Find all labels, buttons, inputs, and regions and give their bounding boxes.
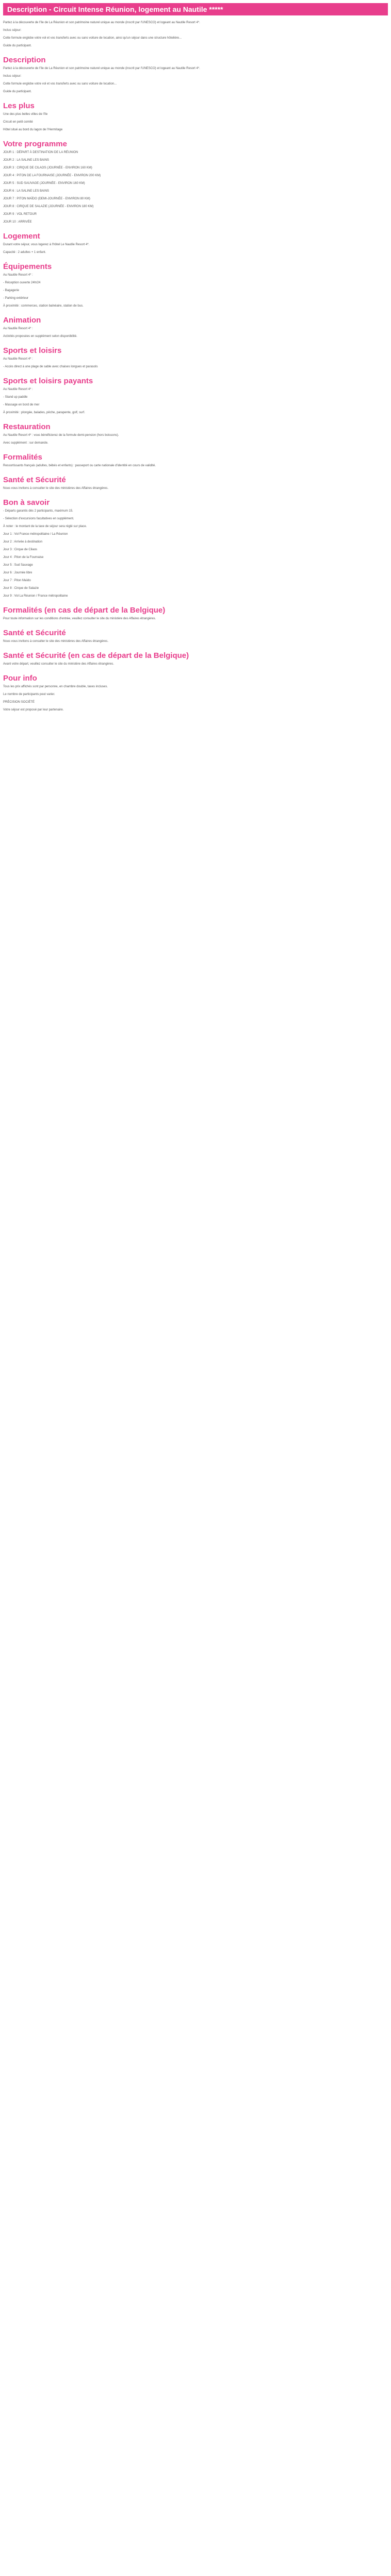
section-paragraph: - Bagagerie [3, 289, 20, 292]
section-paragraph: JOUR 3 : CIRQUE DE CILAOS (JOURNÉE - ENVIRON 160 KM) [3, 166, 92, 170]
section-paragraph: Guide du participant. [3, 90, 32, 93]
section-paragraph: JOUR 2 : LA SALINE LES BAINS [3, 159, 50, 162]
intro-text: Inclus séjour: [3, 29, 22, 32]
section-paragraph: Durant votre séjour, vous logerez à l'hôtel Le Nautile Resort 4*. [3, 243, 90, 246]
section-title: Sports et loisirs [3, 346, 62, 355]
section-paragraph: - Parking extérieur [3, 297, 29, 300]
section-title: Animation [3, 316, 41, 325]
section-paragraph: Jour 5 : Sud Sauvage [3, 564, 33, 567]
section-paragraph: - Stand up paddle [3, 396, 28, 399]
intro-text: Cette formule englobe votre vol et vos transferts avec ou sans voiture de location, ainsi qu'un séjour dans une structure hôtelière... [3, 37, 182, 40]
section-paragraph: Ressortissants français (adultes, bébés et enfants) : passeport ou carte nationale d'identité en cours de validité. [3, 464, 156, 467]
section-title: Équipements [3, 262, 52, 271]
section-paragraph: Jour 4 : Piton de la Fournaise [3, 556, 44, 559]
section-paragraph: À proximité : commerces, station balnéaire, station de bus. [3, 304, 84, 308]
section-title: Logement [3, 232, 40, 241]
section-title: Formalités (en cas de départ de la Belgique) [3, 606, 166, 615]
section-paragraph: Tous les prix affichés sont par personne, en chambre double, taxes incluses. [3, 685, 108, 688]
section-title: Les plus [3, 101, 35, 110]
section-paragraph: Circuit en petit comité [3, 121, 33, 124]
section-paragraph: Jour 1 : Vol France métropolitaine / La Réunion [3, 533, 68, 536]
section-paragraph: PRÉCISION SOCIÉTÉ [3, 701, 35, 704]
section-paragraph: Le nombre de participants peut varier. [3, 693, 55, 696]
section-paragraph: - Sélection d'excursions facultatives en supplément. [3, 517, 74, 520]
section-paragraph: Au Nautile Resort 4* : [3, 388, 33, 391]
section-paragraph: Inclus séjour: [3, 75, 22, 78]
section-title: Santé et Sécurité [3, 476, 66, 484]
intro-text: Guide du participant. [3, 44, 32, 47]
section-paragraph: Capacité : 2 adultes + 1 enfant. [3, 251, 46, 254]
section-title: Description [3, 56, 46, 64]
section-paragraph: JOUR 9 : VOL RETOUR [3, 213, 37, 216]
section-paragraph: Jour 3 : Cirque de Cilaos [3, 548, 38, 551]
section-paragraph: JOUR 7 : PITON MAÏDO (DEMI-JOURNÉE - ENVIRON 80 KM) [3, 197, 90, 200]
section-title: Pour info [3, 674, 37, 683]
section-paragraph: Une des plus belles villes de l'île [3, 113, 48, 116]
section-title: Sports et loisirs payants [3, 377, 93, 385]
section-paragraph: Au Nautile Resort 4* : [3, 274, 33, 277]
section-paragraph: - Accès direct à une plage de sable avec chaises longues et parasols [3, 365, 98, 368]
section-paragraph: - Réception ouverte 24h/24 [3, 281, 41, 284]
section-title: Santé et Sécurité (en cas de départ de la Belgique) [3, 651, 189, 660]
section-title: Votre programme [3, 140, 67, 148]
section-paragraph: Nous vous invitons à consulter le site des ministères des Affaires étrangères. [3, 487, 108, 490]
section-paragraph: Partez à la découverte de l'île de La Réunion et son patrimoine naturel unique au monde (inscrit par l'UNESCO) et logeant au Nautile Resort 4*. [3, 67, 200, 70]
page-title: Description - Circuit Intense Réunion, logement au Nautile ***** [3, 3, 388, 15]
section-paragraph: Avec supplément : sur demande. [3, 442, 48, 445]
section-paragraph: Jour 9 : Vol La Réunion / France métropolitaine [3, 595, 68, 598]
section-title: Formalités [3, 453, 42, 462]
section-paragraph: Nous vous invitons à consulter le site des ministères des Affaires étrangères. [3, 640, 108, 643]
page [0, 0, 391, 713]
section-paragraph: Au Nautile Resort 4* : [3, 327, 33, 330]
section-paragraph: Au Nautile Resort 4* : vous bénéficierez de la formule demi-pension (hors boissons). [3, 434, 119, 437]
section-paragraph: À noter : le montant de la taxe de séjour sera réglé sur place. [3, 525, 87, 528]
section-paragraph: - Massage en bord de mer [3, 403, 40, 406]
section-paragraph: Jour 8 : Cirque de Salazie [3, 587, 39, 590]
section-paragraph: Jour 6 : Journée libre [3, 571, 32, 574]
section-paragraph: JOUR 4 : PITON DE LA FOURNAISE (JOURNÉE - ENVIRON 200 KM) [3, 174, 101, 177]
section-paragraph: JOUR 5 : SUD SAUVAGE (JOURNÉE - ENVIRON 160 KM) [3, 182, 85, 185]
section-paragraph: Hôtel situé au bord du lagon de l'Hermitage [3, 128, 63, 131]
section-paragraph: À proximité : plongée, balades, pêche, parapente, golf, surf. [3, 411, 85, 414]
section-paragraph: - Départs garantis dès 2 participants, maximum 15. [3, 510, 73, 513]
section-paragraph: Activités proposées en supplément selon disponibilité. [3, 335, 77, 338]
section-title: Bon à savoir [3, 498, 50, 507]
section-paragraph: JOUR 6 : LA SALINE LES BAINS [3, 190, 50, 193]
section-paragraph: JOUR 8 : CIRQUE DE SALAZIE (JOURNÉE - ENVIRON 180 KM) [3, 205, 94, 208]
section-title: Restauration [3, 422, 51, 431]
section-paragraph: Pour toute information sur les conditions d'entrée, veuillez consulter le site du ministère des Affaires étrangères. [3, 617, 156, 620]
section-paragraph: Votre séjour est proposé par leur partenaire. [3, 708, 64, 711]
section-paragraph: JOUR 10 : ARRIVÉE [3, 221, 32, 224]
section-title: Santé et Sécurité [3, 629, 66, 637]
section-paragraph: Avant votre départ, veuillez consulter le site du ministère des Affaires étrangères. [3, 663, 114, 666]
section-paragraph: JOUR 1 : DÉPART À DESTINATION DE LA RÉUNION [3, 151, 78, 154]
section-paragraph: Cette formule englobe votre vol et vos transferts avec ou sans voiture de location... [3, 82, 117, 86]
section-paragraph: Au Nautile Resort 4* : [3, 358, 33, 361]
content-sections [3, 56, 388, 713]
section-paragraph: Jour 2 : Arrivée à destination [3, 540, 43, 544]
section-paragraph: Jour 7 : Piton Maïdo [3, 579, 31, 582]
intro-text: Partez à la découverte de l'île de La Réunion et son patrimoine naturel unique au monde (inscrit par l'UNESCO) et logeant au Nautile Resort 4*. [3, 21, 200, 24]
